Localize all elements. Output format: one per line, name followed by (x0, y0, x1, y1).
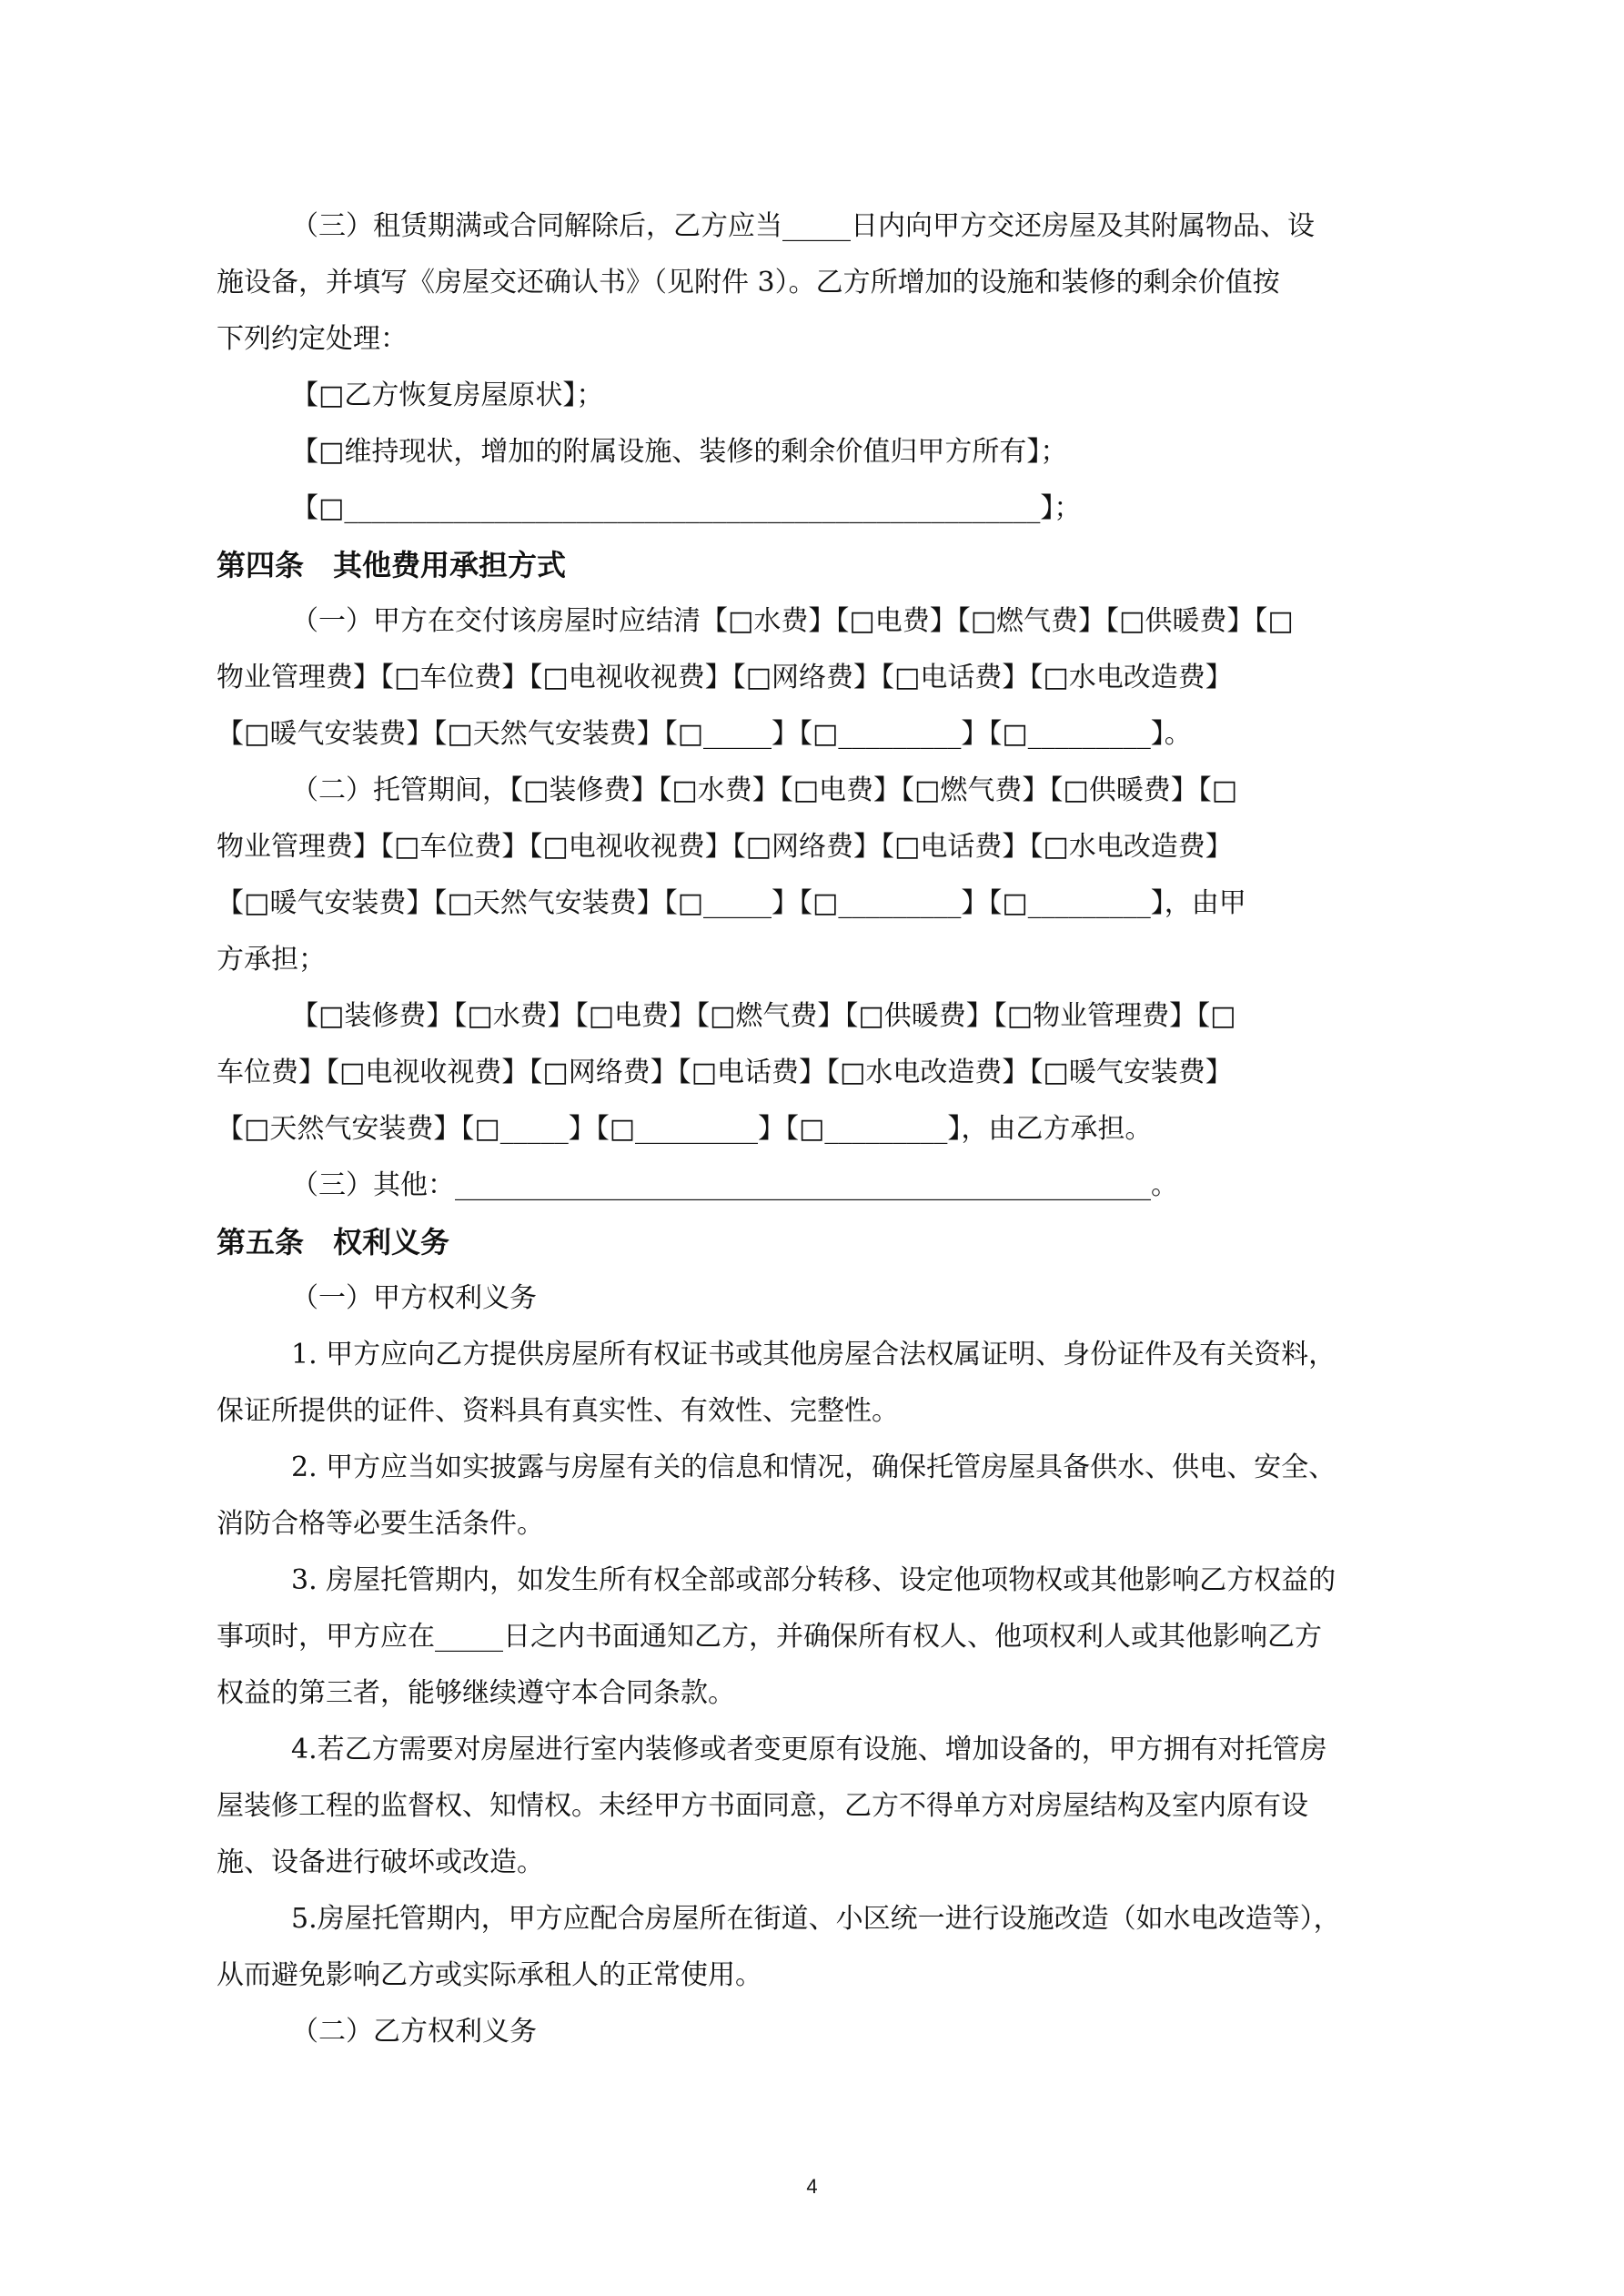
paragraph-line: 物业管理费】【□车位费】【□电视收视费】【□网络费】【□电话费】【□水电改造费】 (217, 831, 1233, 863)
paragraph-line: 【□装修费】【□水费】【□电费】【□燃气费】【□供暖费】【□物业管理费】【□ (291, 1000, 1236, 1032)
paragraph-line: 消防合格等必要生活条件。 (217, 1508, 544, 1540)
paragraph-line: 方承担； (217, 944, 326, 976)
paragraph-line: 【□天然气安装费】【□_____】【□_________】【□_________】，由乙方承担。 (217, 1113, 1153, 1145)
paragraph-line: 【□暖气安装费】【□天然气安装费】【□_____】【□_________】【□_________】。 (217, 718, 1192, 750)
paragraph-line: 事项时，甲方应在_____日之内书面通知乙方，并确保所有权人、他项权利人或其他影响乙方 (217, 1621, 1322, 1653)
paragraph-line: 2. 甲方应当如实披露与房屋有关的信息和情况，确保托管房屋具备供水、供电、安全、 (291, 1451, 1337, 1483)
paragraph-line: （三）租赁期满或合同解除后，乙方应当_____日内向甲方交还房屋及其附属物品、设 (291, 210, 1315, 242)
paragraph-line: 保证所提供的证件、资料具有真实性、有效性、完整性。 (217, 1395, 899, 1427)
subsection-heading: （一）甲方权利义务 (291, 1282, 537, 1314)
paragraph-line: （三）其他：___________________________________________________。 (291, 1169, 1178, 1201)
section-heading: 第五条 权利义务 (217, 1225, 450, 1259)
option-line: 【□乙方恢复房屋原状】； (291, 379, 604, 411)
paragraph-line: 【□暖气安装费】【□天然气安装费】【□_____】【□_________】【□_________】，由甲 (217, 887, 1246, 919)
paragraph-line: 3. 房屋托管期内，如发生所有权全部或部分转移、设定他项物权或其他影响乙方权益的 (291, 1564, 1337, 1596)
paragraph-line: （一）甲方在交付该房屋时应结清【□水费】【□电费】【□燃气费】【□供暖费】【□ (291, 605, 1294, 637)
page-number: 4 (806, 2175, 818, 2198)
paragraph-line: 下列约定处理： (217, 323, 408, 355)
section-heading: 第四条 其他费用承担方式 (217, 548, 567, 582)
paragraph-line: 4.若乙方需要对房屋进行室内装修或者变更原有设施、增加设备的，甲方拥有对托管房 (291, 1734, 1327, 1765)
paragraph-line: 权益的第三者，能够继续遵守本合同条款。 (217, 1677, 735, 1709)
paragraph-line: 车位费】【□电视收视费】【□网络费】【□电话费】【□水电改造费】【□暖气安装费】 (217, 1057, 1233, 1088)
option-line: 【□___________________________________________________】； (291, 492, 1082, 524)
paragraph-line: （二）托管期间，【□装修费】【□水费】【□电费】【□燃气费】【□供暖费】【□ (291, 774, 1238, 806)
paragraph-line: 屋装修工程的监督权、知情权。未经甲方书面同意，乙方不得单方对房屋结构及室内原有设 (217, 1790, 1308, 1822)
paragraph-line: 5.房屋托管期内，甲方应配合房屋所在街道、小区统一进行设施改造（如水电改造等）， (291, 1903, 1341, 1935)
paragraph-line: 从而避免影响乙方或实际承租人的正常使用。 (217, 1959, 762, 1991)
paragraph-line: 施设备，并填写《房屋交还确认书》（见附件 3）。乙方所增加的设施和装修的剩余价值按 (217, 267, 1280, 298)
paragraph-line: 物业管理费】【□车位费】【□电视收视费】【□网络费】【□电话费】【□水电改造费】 (217, 662, 1233, 693)
subsection-heading: （二）乙方权利义务 (291, 2016, 537, 2048)
paragraph-line: 施、设备进行破坏或改造。 (217, 1846, 544, 1878)
option-line: 【□维持现状，增加的附属设施、装修的剩余价值归甲方所有】； (291, 436, 1068, 468)
paragraph-line: 1. 甲方应向乙方提供房屋所有权证书或其他房屋合法权属证明、身份证件及有关资料， (291, 1339, 1337, 1371)
